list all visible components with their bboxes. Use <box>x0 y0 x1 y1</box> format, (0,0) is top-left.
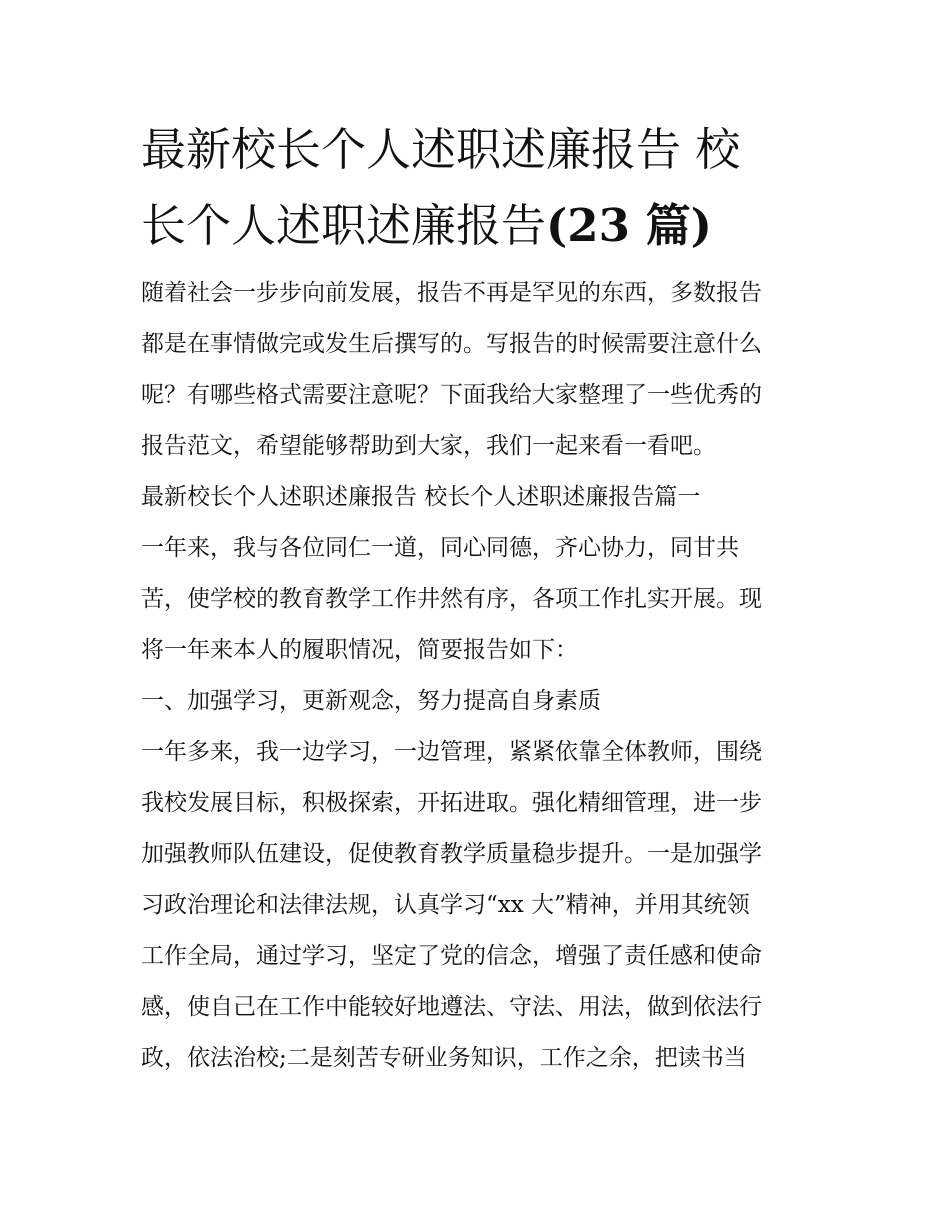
text-line: 苦，使学校的教育教学工作井然有序，各项工作扎实开展。现 <box>141 586 762 612</box>
text-line: 一年多来，我一边学习，一边管理，紧紧依靠全体教师，围绕 <box>141 739 762 765</box>
text-line: 一年来，我与各位同仁一道，同心同德，齐心协力，同甘共 <box>141 535 739 561</box>
document-title <box>141 112 821 264</box>
title-article-count: (23 篇) <box>546 199 712 252</box>
subsection-heading: 一、加强学习，更新观念，努力提高自身素质 <box>141 688 601 714</box>
title-line-1: 最新校长个人述职述廉报告 校 <box>141 123 741 176</box>
section-heading: 最新校长个人述职述廉报告 校长个人述职述廉报告篇一 <box>141 484 701 510</box>
text-line: 习政治理论和法律法规，认真学习“xx 大”精神，并用其统领 <box>141 892 750 918</box>
text-line: 加强教师队伍建设，促使教育教学质量稳步提升。一是加强学 <box>141 841 762 867</box>
text-line: 工作全局，通过学习，坚定了党的信念，增强了责任感和使命 <box>141 943 762 969</box>
title-line-2: 长个人述职述廉报告 <box>141 199 547 252</box>
text-line: 都是在事情做完或发生后撰写的。写报告的时候需要注意什么 <box>141 331 762 357</box>
text-line: 将一年来本人的履职情况，简要报告如下： <box>141 637 578 663</box>
text-line: 呢？有哪些格式需要注意呢？下面我给大家整理了一些优秀的 <box>141 382 762 408</box>
document-body <box>141 268 821 1084</box>
text-line: 感，使自己在工作中能较好地遵法、守法、用法，做到依法行 <box>141 994 762 1020</box>
text-line: 我校发展目标，积极探索，开拓进取。强化精细管理，进一步 <box>141 790 762 816</box>
text-line: 政，依法治校;二是刻苦专研业务知识，工作之余，把读书当 <box>141 1045 747 1071</box>
text-line: 随着社会一步步向前发展，报告不再是罕见的东西，多数报告 <box>141 280 762 306</box>
text-line: 报告范文，希望能够帮助到大家，我们一起来看一看吧。 <box>141 433 716 459</box>
document-content <box>141 112 821 1084</box>
